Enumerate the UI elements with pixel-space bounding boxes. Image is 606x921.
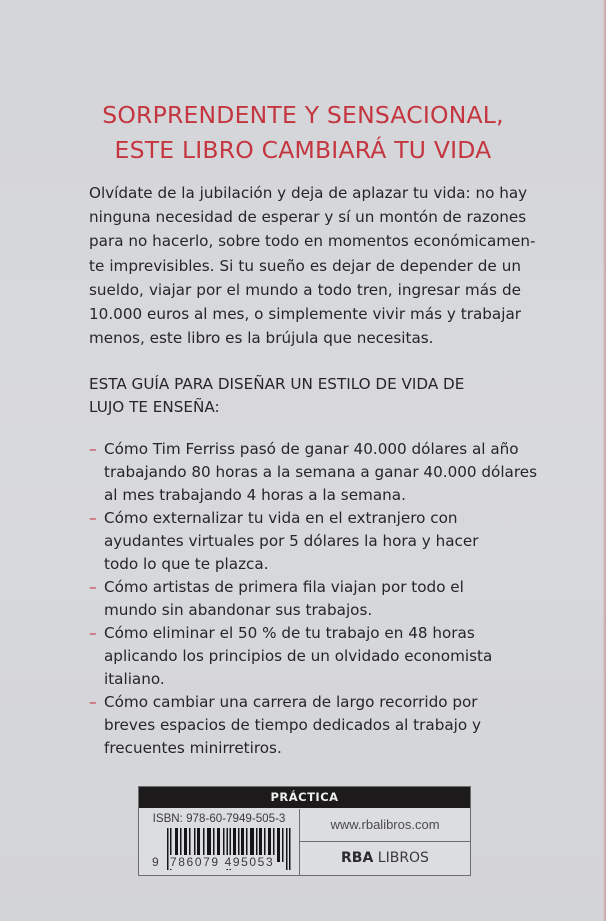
list-item-line: Cómo cambiar una carrera de largo recorrido por bbox=[104, 693, 478, 711]
list-item bbox=[89, 691, 549, 760]
list-item-line: todo lo que te plazca. bbox=[104, 555, 269, 573]
barcode-panel bbox=[139, 809, 300, 875]
publisher-logo bbox=[300, 842, 470, 875]
list-item-line: Cómo eliminar el 50 % de tu trabajo en 48 horas bbox=[104, 624, 475, 642]
list-item-line: ayudantes virtuales por 5 dólares la hora y hacer bbox=[104, 532, 479, 550]
intro-line: 10.000 euros al mes, o simplemente vivir más y trabajar bbox=[89, 305, 521, 324]
list-item bbox=[89, 438, 549, 507]
list-heading-line-1: ESTA GUÍA PARA DISEÑAR UN ESTILO DE VIDA DE bbox=[89, 375, 465, 393]
intro-paragraph bbox=[89, 181, 536, 350]
list-item-line: Cómo externalizar tu vida en el extranjero con bbox=[104, 509, 458, 527]
intro-line: sueldo, viajar por el mundo a todo tren, ingresar más de bbox=[89, 280, 521, 299]
headline-line-1: SORPRENDENTE Y SENSACIONAL, bbox=[102, 101, 504, 129]
barcode-digits: 786079 495053 bbox=[170, 855, 275, 869]
list-item-line: breves espacios de tiempo dedicados al trabajo y bbox=[104, 716, 481, 734]
publisher-name-regular: LIBROS bbox=[377, 850, 429, 866]
list-item-line: Cómo artistas de primera fila viajan por todo el bbox=[104, 578, 464, 596]
list-item-line: italiano. bbox=[104, 670, 165, 688]
publisher-info-box bbox=[138, 786, 471, 876]
intro-line: ninguna necesidad de esperar y sí un montón de razones bbox=[89, 208, 527, 227]
dash-bullet-icon: – bbox=[89, 624, 97, 642]
list-item-line: mundo sin abandonar sus trabajos. bbox=[104, 601, 373, 619]
list-item bbox=[89, 507, 549, 576]
list-item-line: trabajando 80 horas a la semana a ganar 40.000 dólares bbox=[104, 463, 538, 481]
dash-bullet-icon: – bbox=[89, 578, 97, 596]
intro-line: menos, este libro es la brújula que necesitas. bbox=[89, 329, 434, 348]
barcode-first-digit: 9 bbox=[152, 855, 161, 869]
publisher-website: www.rbalibros.com bbox=[300, 809, 470, 842]
list-item-line: al mes trabajando 4 horas a la semana. bbox=[104, 486, 406, 504]
benefits-list bbox=[89, 438, 549, 760]
list-item-line: aplicando los principios de un olvidado economista bbox=[104, 647, 493, 665]
dash-bullet-icon: – bbox=[89, 509, 97, 527]
isbn-text: ISBN: 978-60-7949-505-3 bbox=[152, 812, 286, 825]
list-item-line: Cómo Tim Ferriss pasó de ganar 40.000 dólares al año bbox=[104, 440, 519, 458]
collection-label: PRÁCTICA bbox=[139, 787, 470, 808]
list-heading bbox=[89, 373, 529, 419]
intro-line: para no hacerlo, sobre todo en momentos económicamen- bbox=[89, 232, 536, 251]
headline-line-2: ESTE LIBRO CAMBIARÁ TU VIDA bbox=[114, 136, 492, 164]
list-item bbox=[89, 576, 549, 622]
intro-line: Olvídate de la jubilación y deja de aplazar tu vida: no hay bbox=[89, 184, 528, 202]
list-item bbox=[89, 622, 549, 691]
list-heading-line-2: LUJO TE ENSEÑA: bbox=[89, 398, 220, 416]
dash-bullet-icon: – bbox=[89, 693, 97, 711]
dash-bullet-icon: – bbox=[89, 440, 97, 458]
intro-line: te imprevisibles. Si tu sueño es dejar de depender de un bbox=[89, 256, 521, 275]
list-item-line: frecuentes minirretiros. bbox=[104, 739, 282, 757]
publisher-name-bold: RBA bbox=[341, 850, 374, 866]
